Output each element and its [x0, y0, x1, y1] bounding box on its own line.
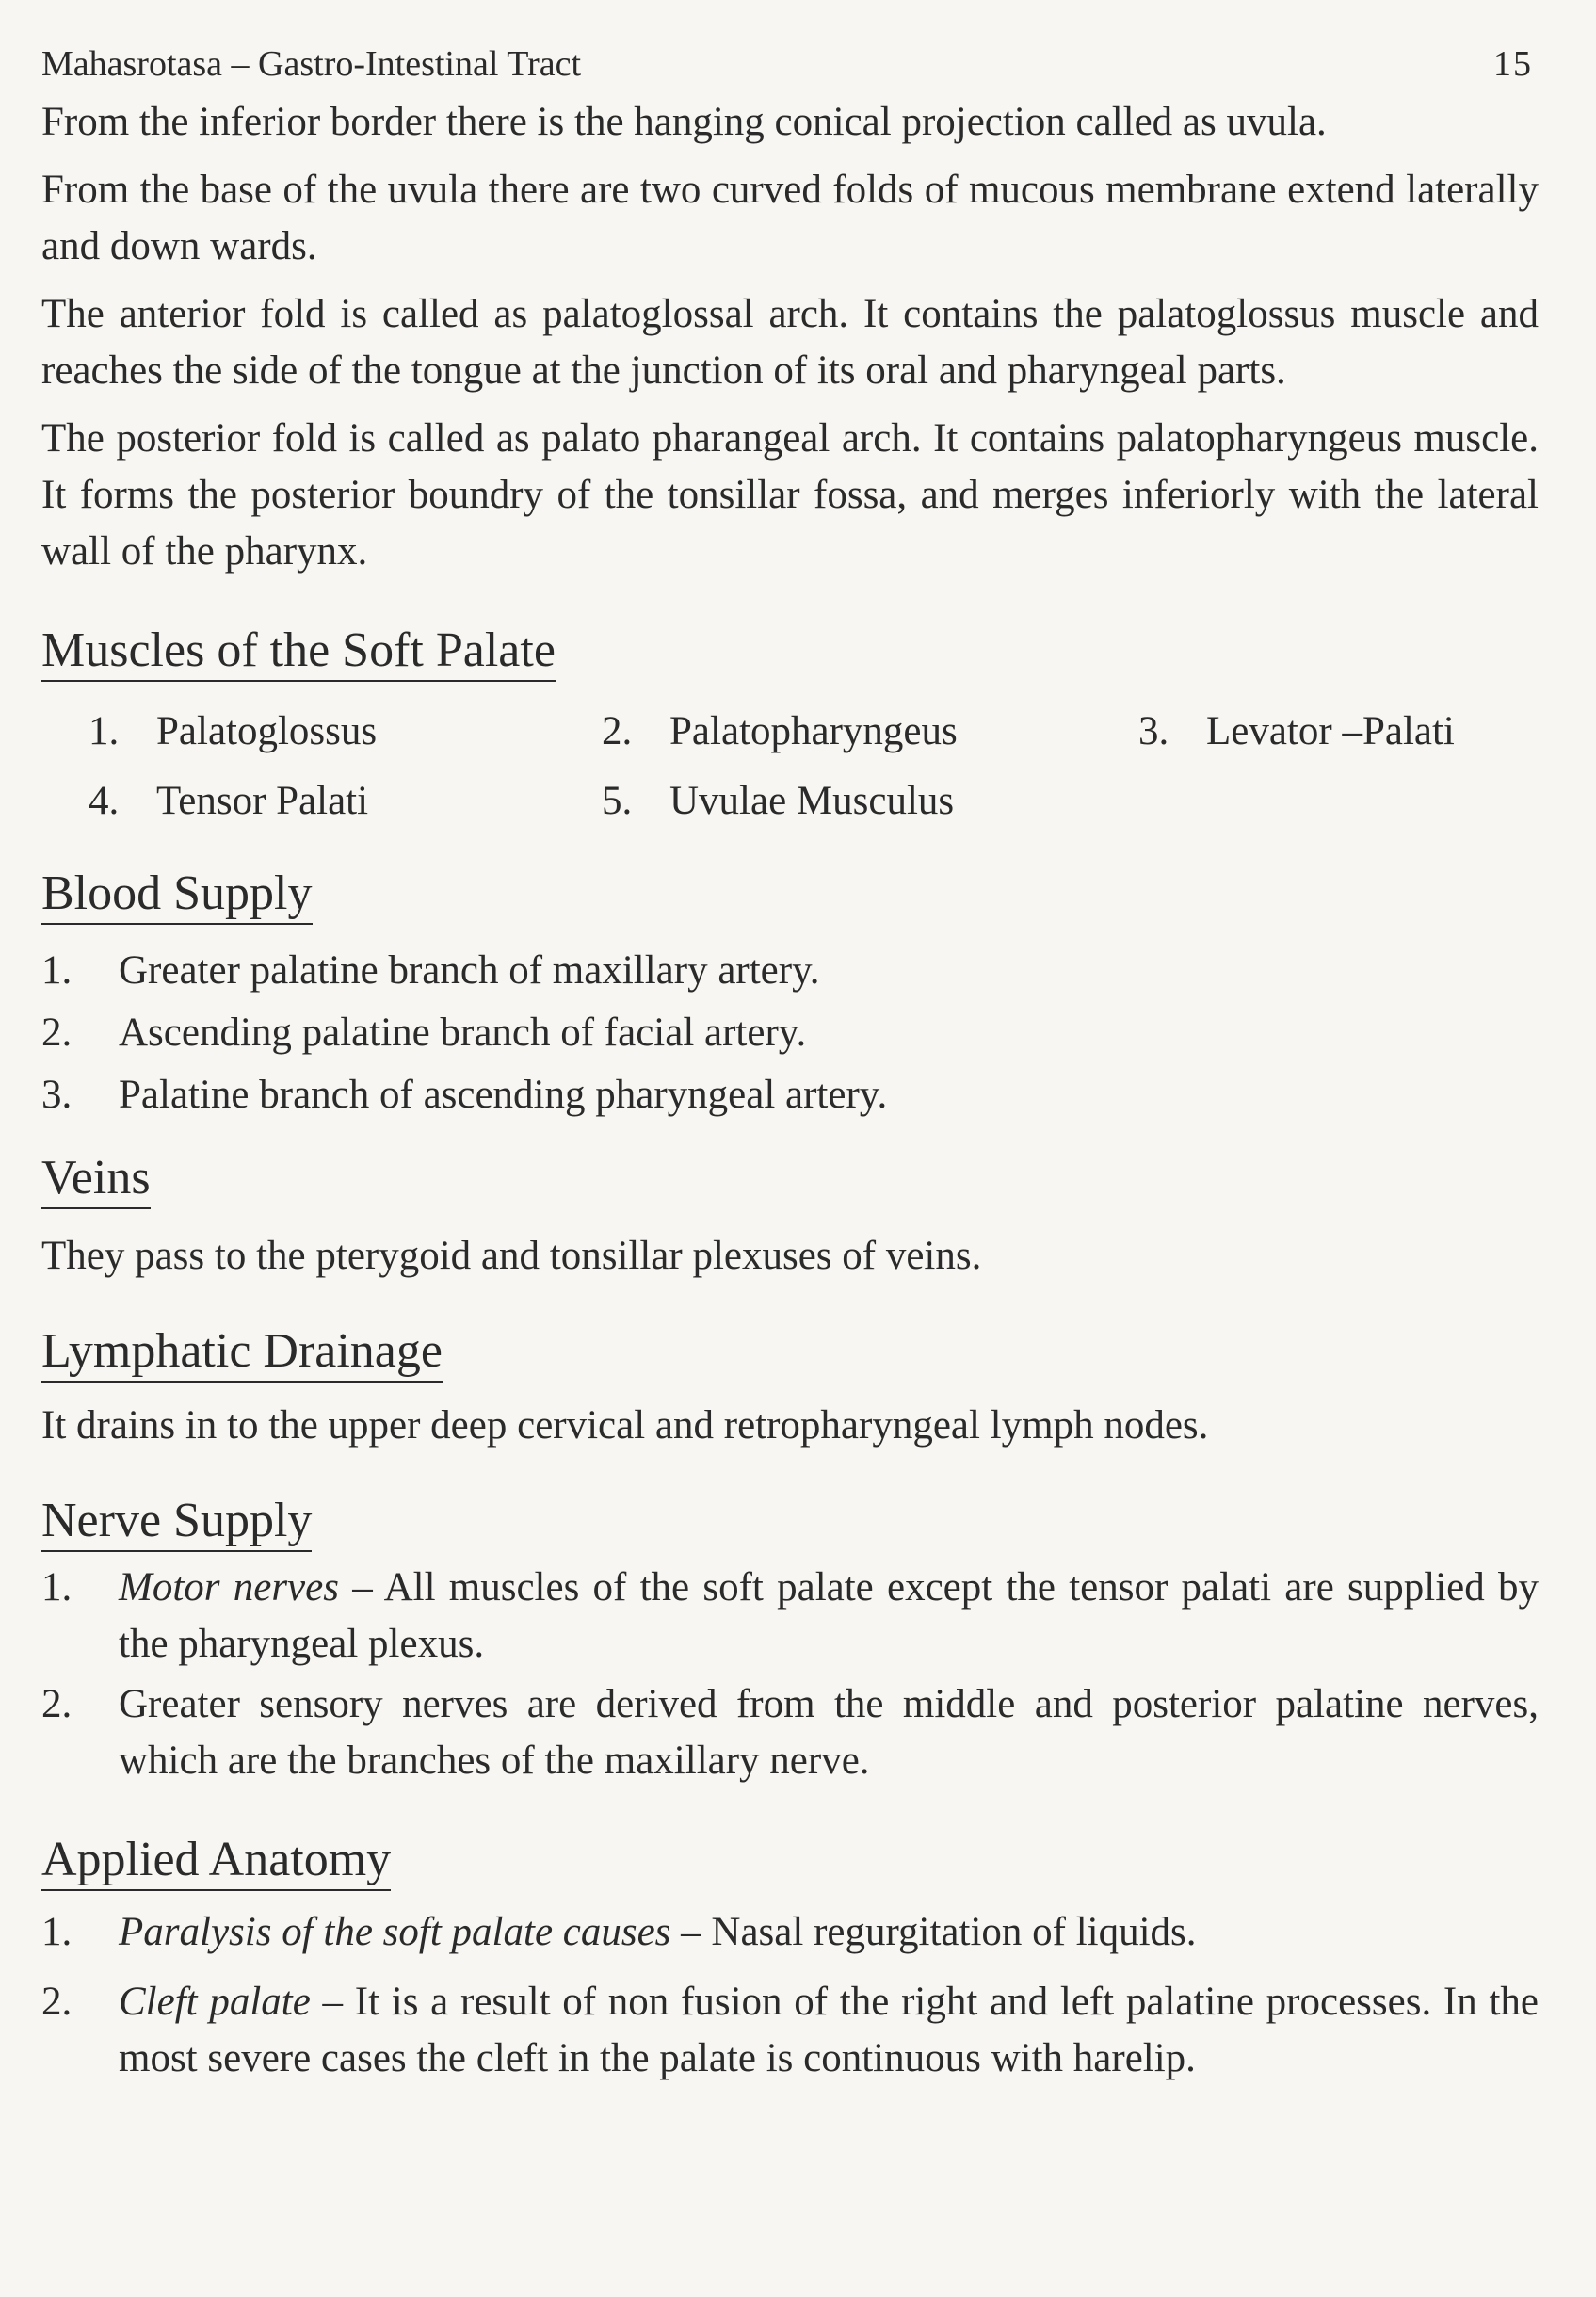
- lymphatic-heading: Lymphatic Drainage: [41, 1322, 443, 1383]
- list-desc: – All muscles of the soft palate except the tensor palati are supplied by the pharyngeal plexus.: [119, 1565, 1539, 1666]
- list-number: 1.: [41, 1565, 73, 1610]
- blood-supply-list: [41, 940, 1539, 1126]
- muscles-heading: Muscles of the Soft Palate: [41, 622, 556, 682]
- veins-section: [41, 1149, 1539, 1209]
- list-term: Cleft palate: [119, 1980, 311, 2024]
- list-text: [119, 1676, 1539, 1789]
- muscle-item: [89, 767, 602, 836]
- intro-paragraph: The anterior fold is called as palatoglossal arch. It contains the palatoglossus muscle and reaches the side of the tongue at the junction of its oral and pharyngeal parts.: [41, 292, 1539, 393]
- nerve-supply-list: [41, 1560, 1539, 1789]
- applied-anatomy-heading: Applied Anatomy: [41, 1831, 391, 1891]
- list-item: [41, 1974, 1539, 2087]
- nerve-supply-section: [41, 1492, 1539, 1552]
- muscle-item: [89, 697, 602, 767]
- list-text: [119, 1974, 1539, 2087]
- lymphatic-text: It drains in to the upper deep cervical and retropharyngeal lymph nodes.: [41, 1403, 1209, 1448]
- list-number: 1.: [41, 1910, 73, 1954]
- intro-paragraph: The posterior fold is called as palato pharangeal arch. It contains palatopharyngeus muscle. It forms the posterior boundry of the tonsillar fossa, and merges inferiorly with the lateral wall of the pharynx.: [41, 416, 1539, 574]
- muscle-label: Tensor Palati: [156, 779, 369, 823]
- veins-heading: Veins: [41, 1149, 151, 1209]
- list-desc: – It is a result of non fusion of the right and left palatine processes. In the most severe cases the cleft in the palate is continuous with harelip.: [119, 1980, 1540, 2080]
- list-item: [41, 1904, 1539, 1961]
- list-number: 4.: [89, 779, 120, 823]
- intro-paragraph: From the base of the uvula there are two curved folds of mucous membrane extend laterally and down wards.: [41, 168, 1539, 268]
- muscle-item: [602, 697, 1138, 767]
- list-text: Ascending palatine branch of facial artery.: [119, 1011, 807, 1055]
- list-text: [119, 1904, 1539, 1961]
- list-text: Palatine branch of ascending pharyngeal artery.: [119, 1073, 888, 1117]
- book-page: [41, 28, 1539, 2091]
- list-number: 2.: [602, 709, 633, 753]
- muscle-label: Palatopharyngeus: [669, 709, 958, 753]
- list-number: 2.: [41, 1682, 73, 1726]
- intro-paragraph: From the inferior border there is the hanging conical projection called as uvula.: [41, 100, 1327, 144]
- applied-anatomy-list: [41, 1904, 1539, 2087]
- lymphatic-section: [41, 1322, 1539, 1383]
- list-text: [119, 1560, 1539, 1673]
- list-desc: Greater sensory nerves are derived from the middle and posterior palatine nerves, which are the branches of the maxillary nerve.: [119, 1682, 1539, 1783]
- muscle-item: [602, 767, 1138, 836]
- nerve-supply-heading: Nerve Supply: [41, 1492, 312, 1552]
- muscles-section: [41, 622, 1539, 682]
- list-item: [41, 1676, 1539, 1789]
- muscle-label: Palatoglossus: [156, 709, 378, 753]
- list-item: [41, 940, 1539, 1002]
- muscle-label: Levator –Palati: [1206, 709, 1455, 753]
- list-number: 1.: [89, 709, 120, 753]
- running-title: Mahasrotasa – Gastro-Intestinal Tract: [41, 44, 582, 84]
- list-item: [41, 1002, 1539, 1064]
- muscle-label: Uvulae Musculus: [669, 779, 955, 823]
- list-number: 3.: [1138, 709, 1169, 753]
- veins-text: They pass to the pterygoid and tonsillar plexuses of veins.: [41, 1234, 982, 1278]
- list-term: Motor nerves: [119, 1565, 339, 1610]
- applied-anatomy-section: [41, 1831, 1539, 1891]
- blood-supply-section: [41, 865, 1539, 925]
- list-item: [41, 1064, 1539, 1126]
- list-desc: – Nasal regurgitation of liquids.: [670, 1910, 1197, 1954]
- list-number: 5.: [602, 779, 633, 823]
- list-item: [41, 1560, 1539, 1673]
- blood-supply-heading: Blood Supply: [41, 865, 313, 925]
- list-number: 1.: [41, 948, 73, 993]
- list-number: 2.: [41, 1011, 73, 1055]
- muscle-item: [1138, 697, 1534, 767]
- running-header: [41, 28, 1539, 85]
- list-number: 2.: [41, 1980, 73, 2024]
- list-text: Greater palatine branch of maxillary artery.: [119, 948, 820, 993]
- page-number: 15: [1493, 44, 1533, 84]
- muscles-list: [89, 697, 1539, 836]
- list-term: Paralysis of the soft palate causes: [119, 1910, 671, 1954]
- list-number: 3.: [41, 1073, 73, 1117]
